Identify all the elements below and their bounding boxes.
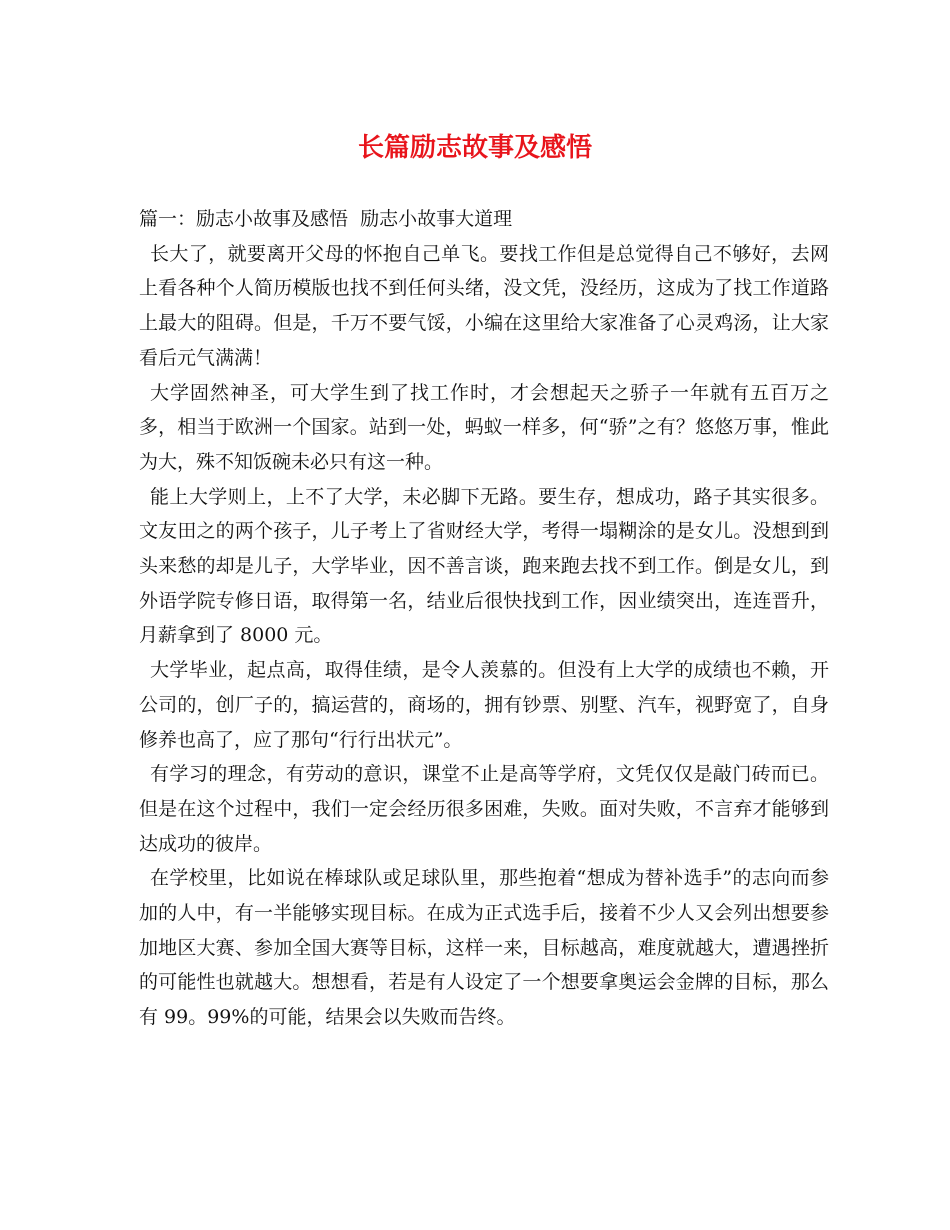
document-body <box>139 202 829 1035</box>
paragraph-2: 大学固然神圣，可大学生到了找工作时，才会想起天之骄子一年就有五百万之多，相当于欧洲一个国家。站到一处，蚂蚁一样多，何“骄”之有？悠悠万事，惟此为大，殊不知饭碗未必只有这一种。 <box>139 381 829 473</box>
section-heading: 篇一：励志小故事及感悟 励志小故事大道理 <box>139 208 513 230</box>
document-title: 长篇励志故事及感悟 <box>357 133 592 163</box>
paragraph-6: 在学校里，比如说在棒球队或足球队里，那些抱着“想成为替补选手”的志向而参加的人中，有一半能够实现目标。在成为正式选手后，接着不少人又会列出想要参加地区大赛、参加全国大赛等目标，这样一来，目标越高，难度就越大，遭遇挫折的可能性也就越大。想想看，若是有人设定了一个想要拿奥运会金牌的目标，那么有 99。99%的可能，结果会以失败而告终。 <box>139 867 829 1029</box>
paragraph-1: 长大了，就要离开父母的怀抱自己单飞。要找工作但是总觉得自己不够好，去网上看各种个人简历模版也找不到任何头绪，没文凭，没经历，这成为了找工作道路上最大的阻碍。但是，千万不要气馁，小编在这里给大家准备了心灵鸡汤，让大家看后元气满满！ <box>139 242 829 369</box>
paragraph-5: 有学习的理念，有劳动的意识，课堂不止是高等学府，文凭仅仅是敲门砖而已。但是在这个过程中，我们一定会经历很多困难，失败。面对失败，不言弃才能够到达成功的彼岸。 <box>139 763 829 855</box>
paragraph-3: 能上大学则上，上不了大学，未必脚下无路。要生存，想成功，路子其实很多。 文友田之的两个孩子，儿子考上了省财经大学，考得一塌糊涂的是女儿。没想到到头来愁的却是儿子，大学毕业，因不善言谈，跑来跑去找不到工作。倒是女儿，到外语学院专修日语，取得第一名，结业后很快找到工作，因业绩突出，连连晋升，月薪拿到了 8000 元。 <box>139 485 829 647</box>
paragraph-4: 大学毕业，起点高，取得佳绩，是令人羡慕的。但没有上大学的成绩也不赖，开公司的，创厂子的，搞运营的，商场的，拥有钞票、别墅、汽车，视野宽了，自身修养也高了，应了那句“行行出状元”。 <box>139 659 829 751</box>
